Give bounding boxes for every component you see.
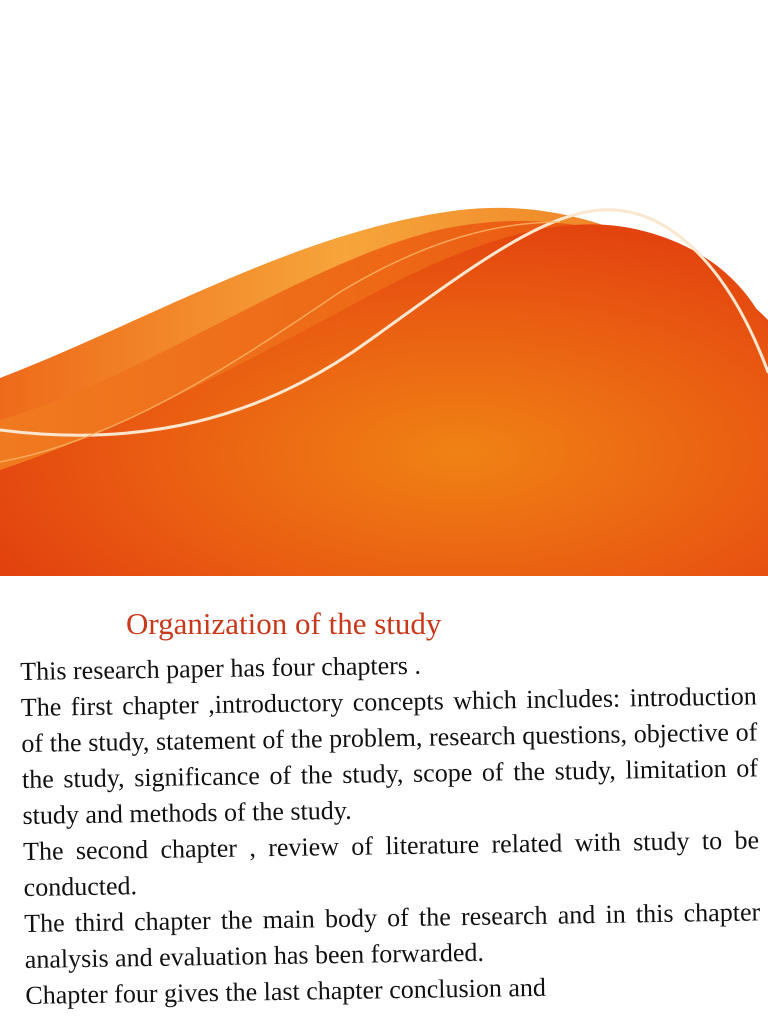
paragraph-intro: This research paper has four chapters . <box>20 650 422 686</box>
paragraph-first-chapter: The first chapter ,introductory concepts which includes: introduction of the study, statement of the problem, research questions, objective of the study, significance of the study, scope of the study, limitation of study and methods of the study. <box>20 681 759 830</box>
paragraph-fourth-chapter: Chapter four gives the last chapter conclusion and <box>25 972 547 1010</box>
slide-title: Organization of the study <box>126 606 442 641</box>
paragraph-second-chapter: The second chapter , review of literature related with study to be conducted. <box>22 825 760 902</box>
body-text <box>20 642 762 1014</box>
paragraph-third-chapter: The third chapter the main body of the research and in this chapter analysis and evaluation has been forwarded. <box>24 897 761 974</box>
